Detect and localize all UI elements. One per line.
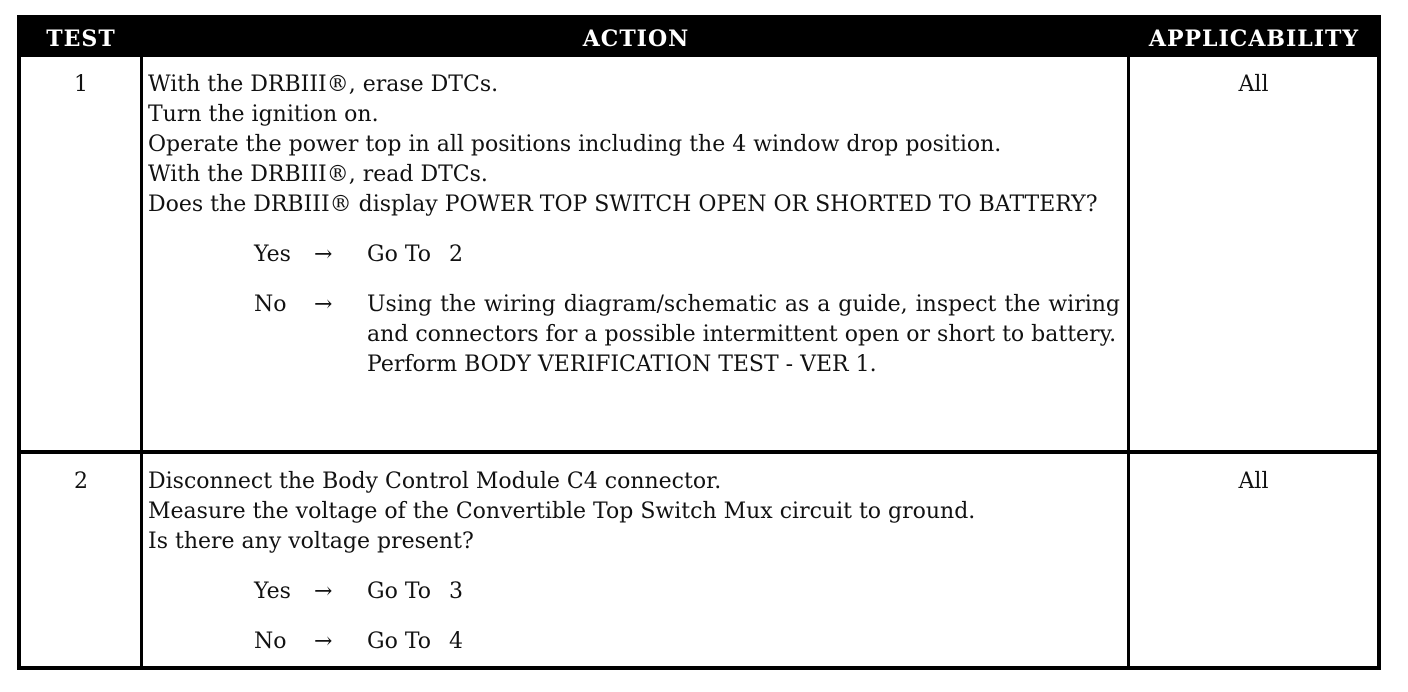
table-row [21, 454, 1377, 666]
answer-no [148, 290, 1120, 380]
header-test: TEST [46, 26, 116, 52]
action-question: Does the DRBIII® display POWER TOP SWITCH OPEN OR SHORTED TO BATTERY? [148, 192, 1098, 217]
goto-target: 4 [449, 629, 464, 654]
header-applicability: APPLICABILITY [1148, 26, 1360, 52]
goto-target: 3 [449, 579, 464, 604]
answer-no [148, 627, 1120, 657]
answer-label: Yes [254, 242, 291, 267]
answer-yes [148, 240, 1120, 270]
test-table [17, 15, 1381, 670]
answer-label: No [254, 292, 287, 317]
test-number: 2 [74, 469, 88, 494]
table-header [21, 19, 1377, 57]
arrow-icon: → [314, 579, 333, 604]
goto-text: Go To [367, 579, 432, 604]
action-step: With the DRBIII®, read DTCs. [148, 162, 488, 187]
arrow-icon: → [314, 242, 333, 267]
arrow-icon: → [314, 629, 333, 654]
action-cell [148, 467, 1120, 657]
goto-text: Go To [367, 629, 432, 654]
test-number: 1 [74, 72, 88, 97]
action-step: With the DRBIII®, erase DTCs. [148, 72, 499, 97]
answer-extra: Perform BODY VERIFICATION TEST - VER 1. [367, 352, 877, 377]
action-step: Disconnect the Body Control Module C4 connector. [148, 469, 722, 494]
header-action: ACTION [582, 26, 690, 52]
answer-result [367, 577, 1120, 607]
answer-text: Using the wiring diagram/schematic as a guide, inspect the wiring and connectors for a possible intermittent open or short to battery. [367, 292, 1120, 347]
action-step: Operate the power top in all positions including the 4 window drop position. [148, 132, 1002, 157]
answer-label: No [254, 629, 287, 654]
table-row [21, 57, 1377, 450]
goto-text: Go To [367, 242, 432, 267]
action-question: Is there any voltage present? [148, 529, 474, 554]
answer-result [367, 290, 1120, 380]
answer-result [367, 627, 1120, 657]
goto-target: 2 [449, 242, 464, 267]
action-cell [148, 70, 1120, 380]
action-step: Measure the voltage of the Convertible Top Switch Mux circuit to ground. [148, 499, 976, 524]
action-step: Turn the ignition on. [148, 102, 379, 127]
applicability-value: All [1238, 469, 1269, 494]
answer-yes [148, 577, 1120, 607]
answer-result [367, 240, 1120, 270]
arrow-icon: → [314, 292, 333, 317]
answer-label: Yes [254, 579, 291, 604]
applicability-value: All [1238, 72, 1269, 97]
